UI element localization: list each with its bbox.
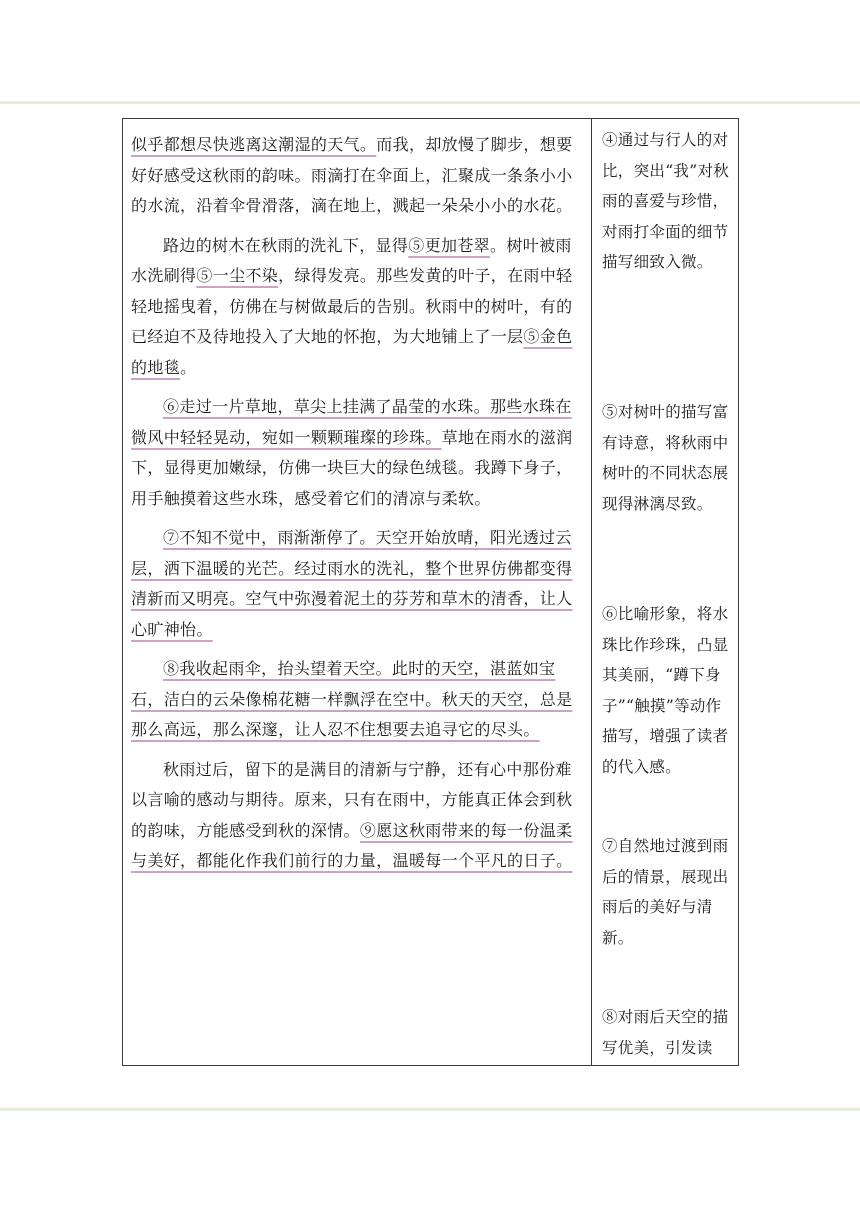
annotation-note: ⑥比喻形象，将水珠比作珍珠，凸显其美丽，“蹲下身子”“触摸”等动作描写，增强了读者的代入感。	[602, 605, 729, 776]
notes-column	[592, 119, 738, 1065]
annotation-note: ⑤对树叶的描写富有诗意，将秋雨中树叶的不同状态展现得淋漓尽致。	[602, 403, 729, 513]
underlined-text: ⑥走过一片草地，草尖上挂满了晶莹的水珠。那些水珠在微风中轻轻晃动，宛如一颗颗璀璨的珍珠。	[131, 397, 572, 447]
passage-paragraph	[131, 523, 583, 645]
passage-paragraph	[131, 654, 583, 746]
passage-text: 而我，却放慢了脚步，想要好好感受这秋雨的韵味。雨滴打在伞面上，汇聚成一条条小小的水流，沿着伞骨滑落，滴在地上，溅起一朵朵小小的水花。	[131, 135, 573, 215]
passage-text: ，绿得发亮。那些发黄的叶子，在雨中轻轻地摇曳着，仿佛在与树做最后的告别。秋雨中的树叶，有的已经迫不及待地投入了大地的怀抱，为大地铺上了一层	[131, 266, 573, 346]
underlined-text: ⑤一尘不染	[196, 266, 279, 285]
passage-column	[123, 119, 592, 1065]
passage-text: 。树叶被雨水洗刷得	[131, 235, 572, 285]
underlined-text: ⑤金色的地毯	[131, 327, 573, 377]
passage-text: 路边的树木在秋雨的洗礼下，显得	[163, 235, 409, 255]
underlined-text: ⑤更加苍翠	[408, 235, 491, 255]
annotation-note: ④通过与行人的对比，突出“我”对秋雨的喜爱与珍惜，对雨打伞面的细节描写细致入微。	[602, 131, 730, 271]
footer-divider	[0, 1108, 860, 1111]
header-divider	[0, 101, 860, 104]
passage-paragraph	[131, 392, 583, 514]
passage-paragraph	[131, 130, 583, 222]
passage-text: 秋雨过后，留下的是满目的清新与宁静，还有心中那份难以言喻的感动与期待。原来，只有在雨中，方能真正体会到秋的韵味，方能感受到秋的深情。	[131, 759, 573, 840]
annotation-note: ⑦自然地过渡到雨后的情景，展现出雨后的美好与清新。	[602, 837, 729, 947]
underlined-text: ⑨愿这秋雨带来的每一份温柔与美好，都能化作我们前行的力量，温暖每一个平凡的日子。	[131, 820, 573, 870]
passage-paragraph	[131, 231, 583, 384]
passage-text: 草地在雨水的滋润下，显得更加嫩绿，仿佛一块巨大的绿色绒毯。我蹲下身子，用手触摸着这些水珠，感受着它们的清凉与柔软。	[131, 427, 573, 508]
underlined-text: ⑧我收起雨伞，抬头望着天空。此时的天空，湛蓝如宝石，洁白的云朵像棉花糖一样飘浮在空中。秋天的天空，总是那么高远，那么深邃，让人忍不住想要去追寻它的尽头。	[131, 659, 573, 739]
underlined-text: 似乎都想尽快逃离这潮湿的天气。	[131, 135, 377, 154]
passage-text: 。	[180, 357, 197, 377]
annotation-table	[122, 118, 739, 1066]
passage-paragraph	[131, 755, 583, 877]
underlined-text: ⑦不知不觉中，雨渐渐停了。天空开始放晴，阳光透过云层，洒下温暖的光芒。经过雨水的洗礼，整个世界仿佛都变得清新而又明亮。空气中弥漫着泥土的芬芳和草木的清香，让人心旷神怡。	[131, 528, 573, 639]
annotation-note: ⑧对雨后天空的描写优美，引发读	[602, 1008, 729, 1057]
